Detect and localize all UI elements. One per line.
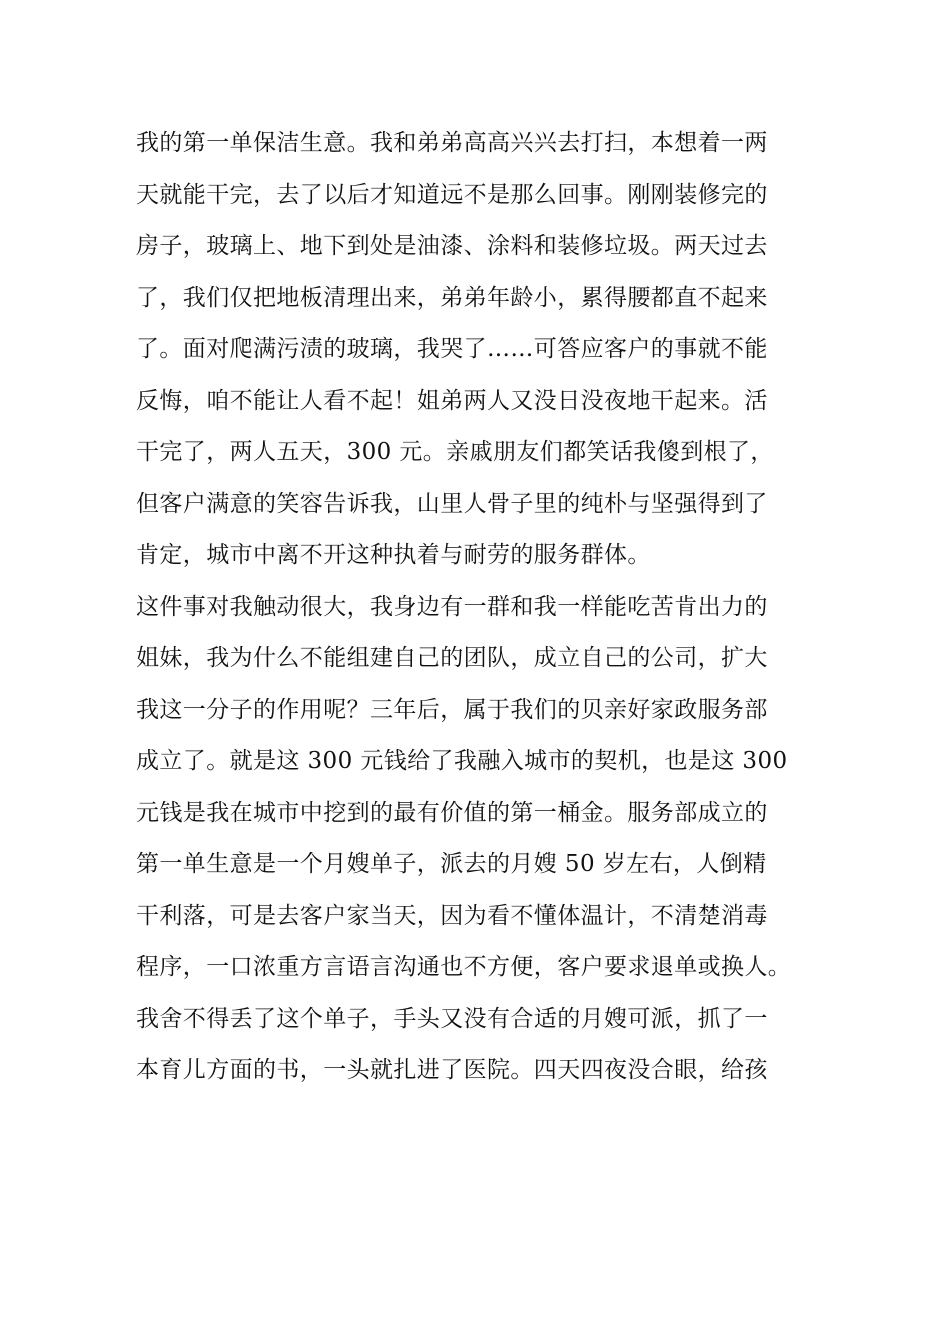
text-line: 干完了，两人五天，300 元。亲戚朋友们都笑话我傻到根了，: [136, 439, 774, 465]
text-line: 我的第一单保洁生意。我和弟弟高高兴兴去打扫，本想着一两: [136, 130, 768, 156]
text-line: 了，我们仅把地板清理出来，弟弟年龄小，累得腰都直不起来: [136, 284, 768, 311]
text-line: 我这一分子的作用呢？三年后，属于我们的贝亲好家政服务部: [136, 696, 768, 723]
text-line: 天就能干完，去了以后才知道远不是那么回事。刚刚装修完的: [136, 181, 768, 208]
body-text: [136, 118, 836, 1097]
text-line: 我舍不得丢了这个单子，手头又没有合适的月嫂可派，抓了一: [136, 1005, 768, 1032]
text-line: 元钱是我在城市中挖到的最有价值的第一桶金。服务部成立的: [136, 799, 768, 826]
text-line: 这件事对我触动很大，我身边有一群和我一样能吃苦肯出力的: [136, 593, 768, 620]
text-line: 成立了。就是这 300 元钱给了我融入城市的契机，也是这 300: [136, 748, 788, 774]
text-line: 程序，一口浓重方言语言沟通也不方便，客户要求退单或换人。: [136, 954, 792, 980]
text-line: 肯定，城市中离不开这种执着与耐劳的服务群体。: [136, 542, 651, 568]
text-line: 姐妹，我为什么不能组建自己的团队，成立自己的公司，扩大: [136, 645, 768, 671]
text-line: 但客户满意的笑容告诉我，山里人骨子里的纯朴与坚强得到了: [136, 490, 768, 517]
text-line: 本育儿方面的书，一头就扎进了医院。四天四夜没合眼，给孩: [136, 1057, 768, 1083]
text-line: 反悔，咱不能让人看不起！姐弟两人又没日没夜地干起来。活: [136, 387, 768, 414]
text-line: 房子，玻璃上、地下到处是油漆、涂料和装修垃圾。两天过去: [136, 233, 768, 259]
text-line: 第一单生意是一个月嫂单子，派去的月嫂 50 岁左右，人倒精: [136, 851, 767, 877]
text-line: 干利落，可是去客户家当天，因为看不懂体温计，不清楚消毒: [136, 902, 768, 929]
text-line: 了。面对爬满污渍的玻璃，我哭了……可答应客户的事就不能: [136, 336, 768, 362]
